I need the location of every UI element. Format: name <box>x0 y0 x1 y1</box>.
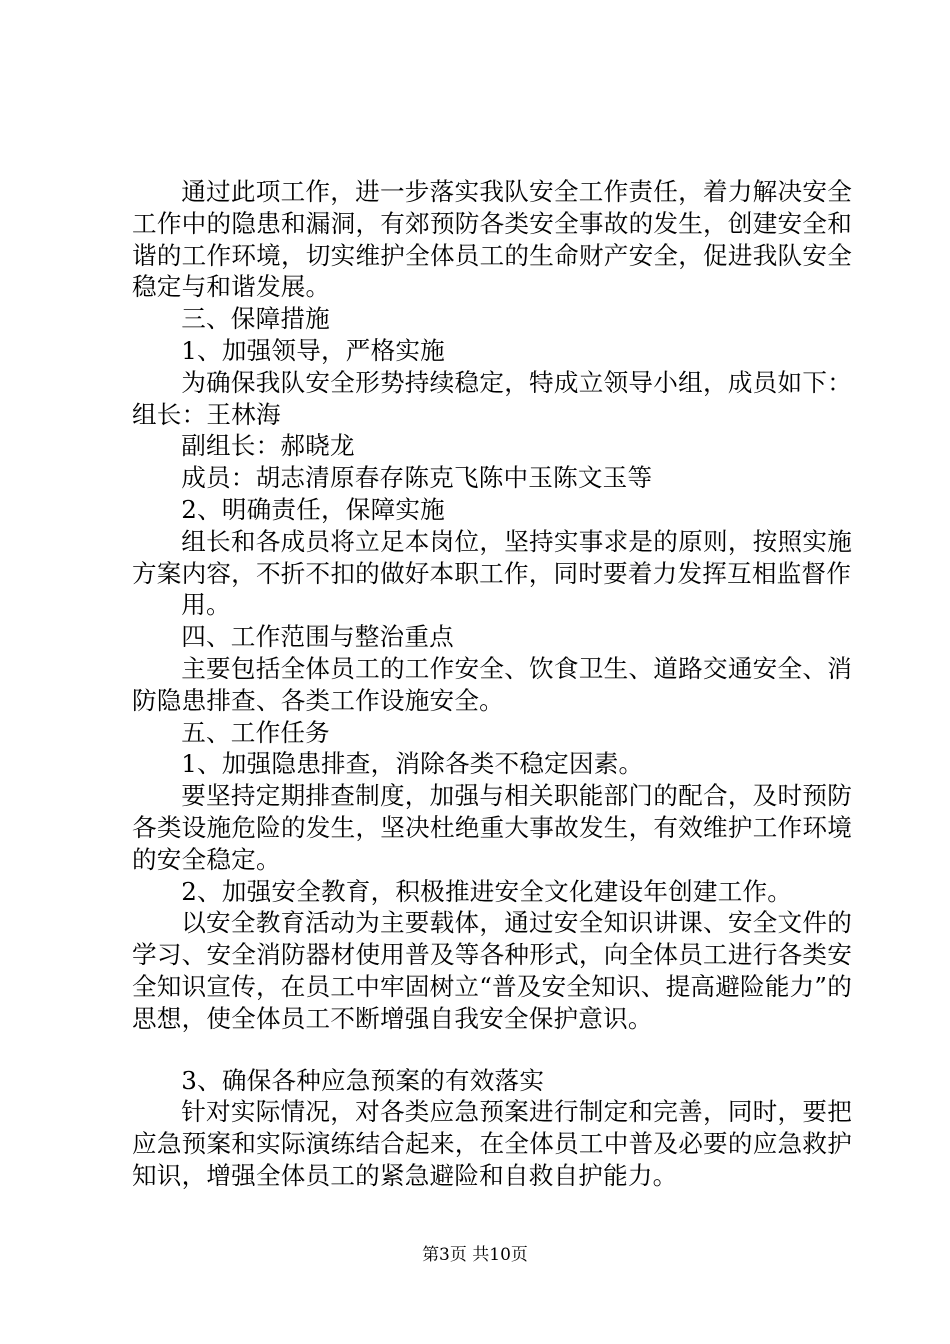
paragraph-safety-education: 以安全教育活动为主要载体，通过安全知识讲课、安全文件的学习、安全消防器材使用普及等各种形式，向全体员工进行各类安全知识宣传，在员工中牢固树立“普及安全知识、提高避险能力”的思想，使全体员工不断增强自我安全保护意识。 <box>132 908 852 1033</box>
page-footer <box>0 1244 950 1266</box>
paragraph-deputy-leader: 副组长：郝晓龙 <box>181 431 355 461</box>
heading-tasks: 五、工作任务 <box>181 717 330 747</box>
page-indicator: 第3页 共10页 <box>422 1245 528 1265</box>
heading-scope: 四、工作范围与整治重点 <box>181 622 454 652</box>
paragraph-emergency-plans: 针对实际情况，对各类应急预案进行制定和完善，同时，要把应急预案和实际演练结合起来，在全体员工中普及必要的应急救护知识，增强全体员工的紧急避险和自救自护能力。 <box>132 1097 852 1190</box>
subheading-responsibility: 2、明确责任，保障实施 <box>181 494 445 524</box>
paragraph-responsibility: 组长和各成员将立足本岗位，坚持实事求是的原则，按照实施方案内容，不折不扣的做好本职工作，同时要着力发挥互相监督作 <box>132 526 852 588</box>
paragraph-members: 成员：胡志清原春存陈克飞陈中玉陈文玉等 <box>181 463 653 493</box>
subheading-leadership: 1、加强领导，严格实施 <box>181 335 445 365</box>
heading-safeguard-measures: 三、保障措施 <box>181 304 330 334</box>
subheading-emergency-plans: 3、确保各种应急预案的有效落实 <box>181 1065 545 1095</box>
paragraph-responsibility-continued: 用。 <box>181 590 231 620</box>
paragraph-hazard-inspection: 要坚持定期排查制度，加强与相关职能部门的配合，及时预防各类设施危险的发生，坚决杜绝重大事故发生，有效维护工作环境的安全稳定。 <box>132 781 852 874</box>
paragraph-leadership-group: 为确保我队安全形势持续稳定，特成立领导小组，成员如下：组长：王林海 <box>132 367 852 429</box>
paragraph-summary: 通过此项工作，进一步落实我队安全工作责任，着力解决安全工作中的隐患和漏洞，有郊预防各类安全事故的发生，创建安全和谐的工作环境，切实维护全体员工的生命财产安全，促进我队安全稳定与和谐发展。 <box>132 177 852 302</box>
paragraph-scope: 主要包括全体员工的工作安全、饮食卫生、道路交通安全、消防隐患排查、各类工作设施安全。 <box>132 653 852 715</box>
subheading-safety-education: 2、加强安全教育，积极推进安全文化建设年创建工作。 <box>181 876 793 906</box>
document-body <box>132 176 852 1192</box>
subheading-hazard-inspection: 1、加强隐患排查，消除各类不稳定因素。 <box>181 749 644 779</box>
